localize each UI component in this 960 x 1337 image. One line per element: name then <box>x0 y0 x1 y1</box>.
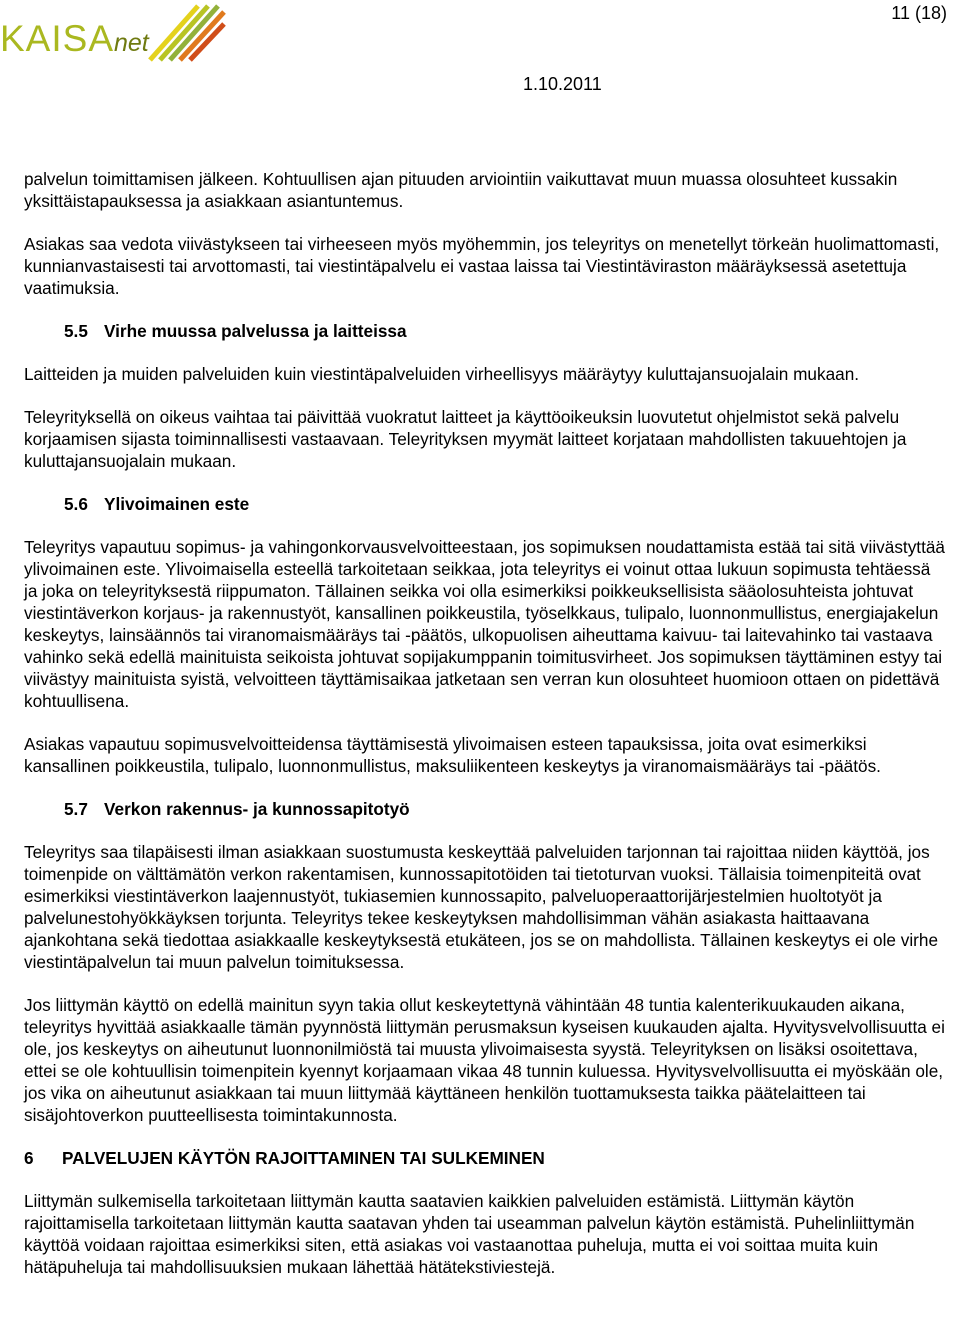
section-title: Virhe muussa palvelussa ja laitteissa <box>104 321 407 341</box>
paragraph: Teleyritys saa tilapäisesti ilman asiakkaan suostumusta keskeyttää palveluiden tarjonnan tai rajoittaa niiden käyttöä, jos toimenpide on välttämätön verkon rakentamisen, kunnossapitotöiden tai tietoturvan vuoksi. Tällaisia toimenpiteitä ovat esimerkiksi viestintäverkon laajennustyöt, tukiasemien kunnossapito, palveluoperaattorijärjestelmien huoltotyöt ja palvelunestohyökkäyksen torjunta. Teleyritys tekee keskeytyksen mahdollisimman vähän asiakasta haittaavana ajankohtana sekä tiedottaa asiakkaalle keskeytyksestä etukäteen, jos se on mahdollista. Tällainen keskeytys ei ole virhe viestintäpalvelun tai muun palvelun toimituksessa. <box>24 842 939 972</box>
paragraph: Laitteiden ja muiden palveluiden kuin viestintäpalveluiden virheellisyys määräytyy kuluttajansuojalain mukaan. <box>24 364 860 384</box>
paragraph: Teleyritys vapautuu sopimus- ja vahingonkorvausvelvoitteestaan, jos sopimuksen noudattamista estää tai sitä viivästyttää ylivoimainen este. Ylivoimaisella esteellä tarkoitetaan seikkaa, jota teleyritys ei voinut ottaa lukuun sopimusta tehtäessä ja joka on teleyrityksestä riippumaton. Tällainen seikka voi olla esimerkiksi poikkeuksellisista sääolosuhteista johtuvat viestintäverkon korjaus- ja rakennustyöt, kansallinen poikkeustila, työselkkaus, tulipalo, luonnonmullistus, energiajakelun keskeytys, lainsäännös tai viranomaismääräys tai -päätös, ulkopuolisen aiheuttama kaivuu- tai laitevahinko tai vastaava vahinko sekä edellä mainituista seikoista johtuvat sopijakumppanin toimitusvirheet. Jos sopimuksen täyttäminen estyy tai viivästyy mainituista syistä, velvoitteen täyttämisaikaa jatketaan sen verran kun olosuhteet huomioon ottaen on pidettävä kohtuullisena. <box>24 537 945 711</box>
section-heading-5-5 <box>24 320 946 342</box>
kaisanet-logo <box>0 0 230 64</box>
paragraph: palvelun toimittamisen jälkeen. Kohtuullisen ajan pituuden arviointiin vaikuttavat muun muassa olosuhteet kussakin yksittäistapauksessa ja asiakkaan asiantuntemus. <box>24 169 898 211</box>
document-body <box>24 168 946 1299</box>
document-date: 1.10.2011 <box>523 74 602 94</box>
page-number: 11 (18) <box>891 3 947 23</box>
logo-suffix: net <box>114 29 149 57</box>
section-title: PALVELUJEN KÄYTÖN RAJOITTAMINEN TAI SULKEMINEN <box>62 1148 545 1168</box>
logo-wordmark <box>0 20 149 57</box>
section-number: 5.7 <box>64 799 88 819</box>
logo-text: KAISA <box>0 18 114 59</box>
section-heading-5-6 <box>24 493 946 515</box>
paragraph: Asiakas vapautuu sopimusvelvoitteidensa täyttämisestä ylivoimaisen esteen tapauksissa, joita ovat esimerkiksi kansallinen poikkeustila, tulipalo, luonnonmullistus, maksuliikenteen keskeytys ja viranomaismääräys tai -päätös. <box>24 734 881 776</box>
paragraph: Asiakas saa vedota viivästykseen tai virheeseen myös myöhemmin, jos teleyritys on menetellyt törkeän huolimattomasti, kunnianvastaisesti tai arvottomasti, tai viestintäpalvelu ei vastaa laissa tai Viestintäviraston määräyksessä asetettuja vaatimuksia. <box>24 234 940 298</box>
logo-swoosh-icon <box>146 4 226 62</box>
paragraph: Jos liittymän käyttö on edellä mainitun syyn takia ollut keskeytettynä vähintään 48 tuntia kalenterikuukauden aikana, teleyritys hyvittää asiakkaalle tämän pyynnöstä liittymän perusmaksun kyseisen kuukauden ajalta. Hyvitysvelvollisuutta ei ole, jos keskeytys on aiheutunut luonnonilmiöstä tai muusta ylivoimaisesta syystä. Teleyrityksen on lisäksi osoitettava, ettei se ole kohtuullisin toimenpitein kyennyt korjaamaan vikaa 48 tunnin kuluessa. Hyvitysvelvollisuutta ei myöskään ole, jos vika on aiheutunut asiakkaan tai muun liittymää käyttäneen henkilön tuottamuksesta taikka päätelaitteen tai sisäjohtoverkon puutteellisesta toimintakunnosta. <box>24 995 945 1125</box>
section-number: 5.6 <box>64 494 88 514</box>
paragraph: Liittymän sulkemisella tarkoitetaan liittymän kautta saatavien kaikkien palveluiden estämistä. Liittymän käytön rajoittamisella tarkoitetaan liittymän kautta saatavan yhden tai useamman palvelun käytön estämistä. Puhelinliittymän käyttöä voidaan rajoittaa esimerkiksi siten, että asiakas voi vastaanottaa puheluja, mutta ei voi soittaa muita kuin hätäpuheluja tai mahdollisuuksien mukaan lähettää hätätekstiviestejä. <box>24 1191 915 1277</box>
section-number: 6 <box>24 1148 34 1168</box>
section-title: Verkon rakennus- ja kunnossapitotyö <box>104 799 410 819</box>
section-heading-6 <box>24 1147 946 1169</box>
section-heading-5-7 <box>24 798 946 820</box>
paragraph: Teleyrityksellä on oikeus vaihtaa tai päivittää vuokratut laitteet ja käyttöoikeuksin luovutetut ohjelmistot sekä palvelu korjaamisen sijasta toiminnallisesti vastaavaan. Teleyrityksen myymät laitteet korjataan mahdollisten takuuehtojen ja kuluttajansuojalain mukaan. <box>24 407 907 471</box>
section-title: Ylivoimainen este <box>104 494 250 514</box>
section-number: 5.5 <box>64 321 88 341</box>
